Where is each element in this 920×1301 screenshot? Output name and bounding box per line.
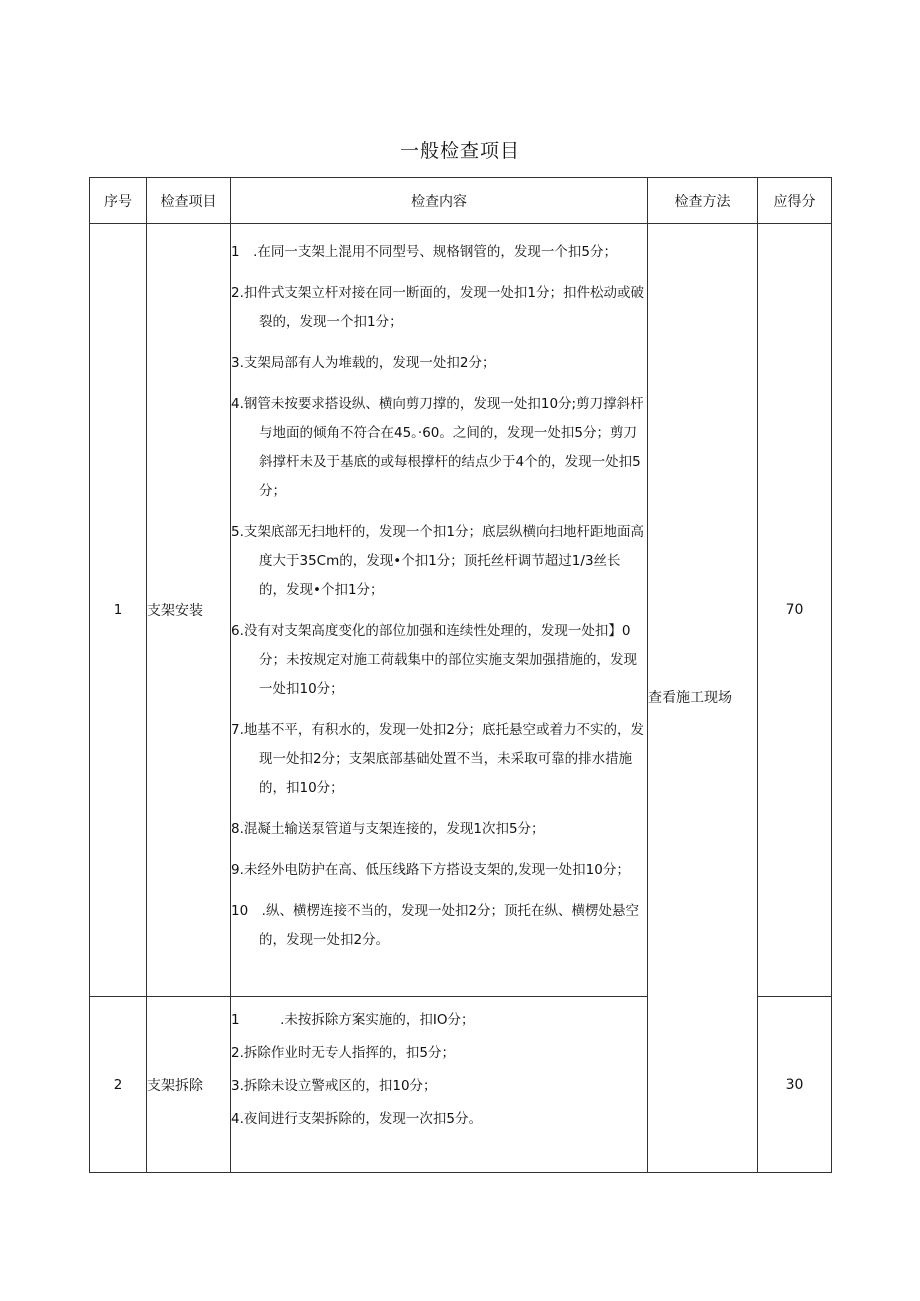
content-list <box>231 224 647 955</box>
header-item: 检查项目 <box>147 178 231 224</box>
content-item: 9.未经外电防护在高、低压线路下方搭设支架的,发现一处扣10分； <box>231 862 630 878</box>
inspection-table <box>89 177 832 1173</box>
row-content <box>231 997 648 1173</box>
content-item: 2.扣件式支架立杆对接在同一断面的，发现一处扣1分；扣件松动或破裂的，发现一个扣1分； <box>231 285 644 330</box>
header-row <box>90 178 832 224</box>
content-item: 4.钢管未按要求搭设纵、横向剪刀撑的，发现一处扣10分;剪刀撑斜杆与地面的倾角不符合在45。·60。之间的，发现一处扣5分；剪刀斜撑杆未及于基底的或每根撑杆的结点少于4个的，发现一处扣5分； <box>231 396 644 499</box>
row-number: 1 <box>90 224 147 997</box>
header-content: 检查内容 <box>231 178 648 224</box>
row-item-name: 支架拆除 <box>147 997 231 1173</box>
content-item: 6.没有对支架高度变化的部位加强和连续性处理的，发现一处扣】0分；未按规定对施工荷载集中的部位实施支架加强措施的，发现一处扣10分； <box>231 623 637 697</box>
content-item: 2.拆除作业时无专人指挥的，扣5分； <box>231 1045 455 1061</box>
table-row <box>90 224 832 997</box>
content-item: 4.夜间进行支架拆除的，发现一次扣5分。 <box>231 1111 482 1127</box>
inspection-method: 查看施工现场 <box>648 224 758 1173</box>
content-item: 1 .未按拆除方案实施的，扣IO分； <box>231 1012 475 1028</box>
content-item: 1 .在同一支架上混用不同型号、规格钢管的，发现一个扣5分； <box>231 244 617 260</box>
row-score: 30 <box>758 997 832 1173</box>
row-number: 2 <box>90 997 147 1173</box>
content-item: 3.支架局部有人为堆载的，发现一处扣2分； <box>231 355 496 371</box>
content-item: 10 .纵、横楞连接不当的，发现一处扣2分；顶托在纵、横楞处悬空的，发现一处扣2分。 <box>231 903 640 948</box>
content-item: 3.拆除未设立警戒区的，扣10分； <box>231 1078 437 1094</box>
content-item: 5.支架底部无扫地杆的，发现一个扣1分；底层纵横向扫地杆距地面高度大于35Cm的，发现•个扣1分；顶托丝杆调节超过1/3丝长的，发现•个扣1分； <box>231 524 644 598</box>
header-method: 检查方法 <box>648 178 758 224</box>
content-item: 8.混凝土输送泵管道与支架连接的，发现1次扣5分； <box>231 821 545 837</box>
header-no: 序号 <box>90 178 147 224</box>
row-score: 70 <box>758 224 832 997</box>
content-list <box>231 997 647 1134</box>
content-item: 7.地基不平，有积水的，发现一处扣2分；底托悬空或着力不实的，发现一处扣2分；支架底部基础处置不当，未采取可靠的排水措施的，扣10分； <box>231 722 644 796</box>
page-title: 一般检查项目 <box>399 140 520 162</box>
row-content <box>231 224 648 997</box>
header-score: 应得分 <box>758 178 832 224</box>
row-item-name: 支架安装 <box>147 224 231 997</box>
